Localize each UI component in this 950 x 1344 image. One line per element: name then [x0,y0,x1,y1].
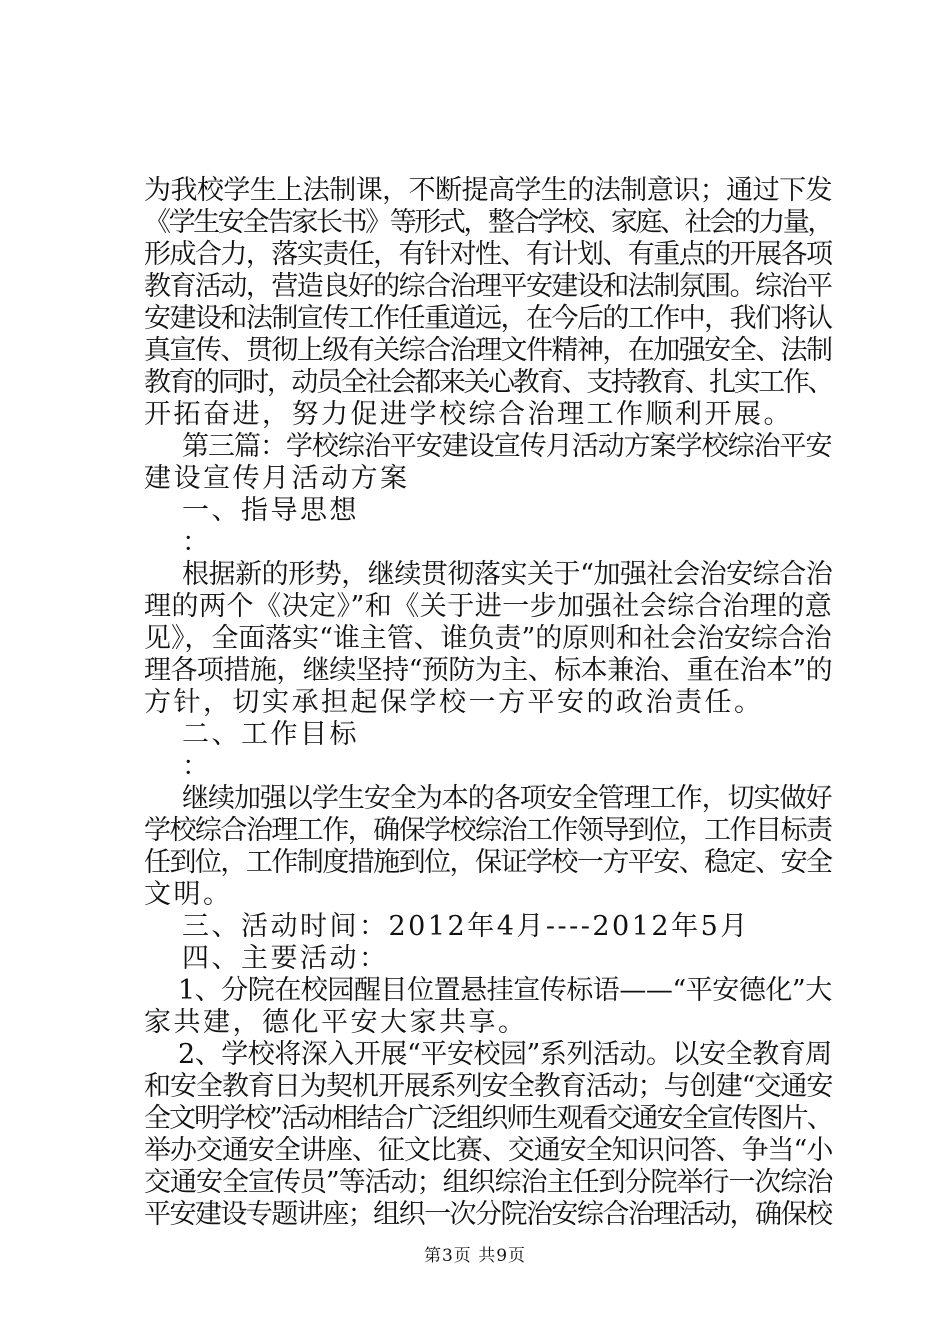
body-text-line: 开拓奋进，努力促进学校综合治理工作顺利开展。 [144,399,793,430]
body-text-line: 根据新的形势，继续贯彻落实关于“加强社会治安综合治 [182,559,833,590]
body-text-line: 学校综合治理工作，确保学校综治工作领导到位，工作目标责 [144,815,832,846]
colon-line: ： [182,751,212,782]
body-text-line: 任到位，工作制度措施到位，保证学校一方平安、稳定、安全 [144,847,832,878]
body-text-line: 理的两个《决定》”和《关于进一步加强社会综合治理的意 [144,591,833,622]
body-text-line: 文明。 [144,879,233,910]
body-text-line: 继续加强以学生安全为本的各项安全管理工作，切实做好 [182,783,832,814]
body-text-line: 教育活动，营造良好的综合治理平安建设和法制氛围。综治平 [144,271,832,302]
heading-guiding-thought: 一、指导思想 [182,495,359,526]
body-text-line: 为我校学生上法制课，不断提高学生的法制意识；通过下发 [144,175,832,206]
list-item-2: 2、学校将深入开展“平安校园”系列活动。以安全教育周 [178,1039,832,1070]
colon-line: ： [182,527,212,558]
body-text-line: 和安全教育日为契机开展系列安全教育活动；与创建“交通安 [144,1071,833,1102]
body-text-line: 教育的同时，动员全社会都来关心教育、支持教育、扎实工作、 [144,367,832,398]
section-title-line: 建设宣传月活动方案 [144,463,410,494]
list-item-1: 1、分院在校园醒目位置悬挂宣传标语——“平安德化”大 [178,975,832,1006]
heading-activity-time: 三、活动时间：2012年4月----2012年5月 [182,911,750,942]
section-title-line: 第三篇：学校综治平安建设宣传月活动方案学校综治平安 [182,431,832,462]
body-text-line: 真宣传、贯彻上级有关综合治理文件精神，在加强安全、法制 [144,335,832,366]
body-text-line: 方针，切实承担起保学校一方平安的政治责任。 [144,687,764,718]
body-text-line: 《学生安全告家长书》等形式，整合学校、家庭、社会的力量， [144,207,832,238]
heading-main-activities: 四、主要活动： [182,943,389,974]
body-text-line: 形成合力，落实责任，有针对性、有计划、有重点的开展各项 [144,239,832,270]
body-text-line: 安建设和法制宣传工作任重道远，在今后的工作中，我们将认 [144,303,832,334]
body-text-line: 理各项措施，继续坚持“预防为主、标本兼治、重在治本”的 [144,655,833,686]
page-number-footer: 第3页 共9页 [423,1246,527,1266]
body-text-line: 交通安全宣传员”等活动；组织综治主任到分院举行一次综治 [144,1167,833,1198]
body-text-line: 家共建，德化平安大家共享。 [144,1007,528,1038]
body-text-line: 举办交通安全讲座、征文比赛、交通安全知识问答、争当“小 [144,1135,833,1166]
body-text-line: 见》，全面落实“谁主管、谁负责”的原则和社会治安综合治 [144,623,832,654]
body-text-line: 全文明学校”活动相结合广泛组织师生观看交通安全宣传图片、 [144,1103,832,1134]
body-text-line: 平安建设专题讲座；组织一次分院治安综合治理活动，确保校 [144,1199,832,1230]
heading-work-goals: 二、工作目标 [182,719,359,750]
